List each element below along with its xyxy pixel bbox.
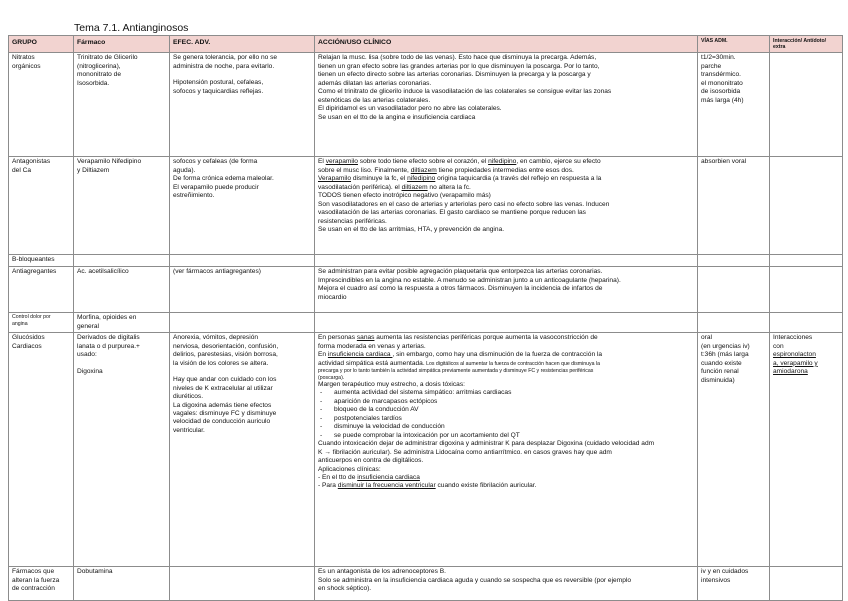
cell-efec-adv	[170, 255, 315, 267]
document-title: Tema 7.1. Antianginosos	[74, 22, 189, 34]
cell-vias	[698, 255, 770, 267]
cell-farmaco: Dobutamina	[74, 567, 170, 601]
list-item: - bloqueo de la conducción AV	[318, 406, 694, 414]
cell-efec-adv	[170, 567, 315, 601]
cell-accion: Relajan la musc. lisa (sobre todo de las venas). Esto hace que disminuya la precarga. Además, tienen un gran efecto sobre las grandes arterias por lo que disminuyen la poscarga. Por lo tanto, tienen un efecto directo sobre las arterias coronarias. Disminuyen la precarga y la poscarga y además dilatan las arterias coronarias. Como el trinitrato de glicerilo induce la vasodilatación de las colaterales se consigue evitar las zonas estenóticas de las arterias colaterales. El dipiridamol es un vasodilatador pero no abre las colaterales. Se usan en el tto de la angina e insuficiencia cardiaca	[315, 53, 698, 157]
cell-efec-adv: (ver fármacos antiagregantes)	[170, 267, 315, 313]
cell-vias	[698, 267, 770, 313]
header-accion: ACCIÓN/USO CLÍNICO	[315, 36, 698, 53]
table-row	[9, 333, 843, 567]
cell-interaccion	[770, 313, 843, 333]
cell-accion: El verapamilo sobre todo tiene efecto sobre el corazón, el nifedipino, en cambio, ejerce su efecto sobre el musc liso. Finalmente, diltiazem tiene propiedades intermedias entre esos dos. Verapamilo disminuye la fc, el nifedipino origina taquicardia (a través del reflejo en respuesta a la vasodilatación periférica). el diltiazem no altera la fc. TODOS tienen efecto inotrópico negativo (verapamilo más) Son vasodilatadores en el caso de arterias y arteriolas pero casi no efecto sobre las venas. Inducen vasodilatación de las arterias coronarias. El gasto cardiaco se mantiene porque reducen las resistencias periféricas. Se usan en el tto de las arritmias, HTA, y prevención de angina.	[315, 157, 698, 255]
cell-vias: absorbien voral	[698, 157, 770, 255]
antianginosos-table	[8, 35, 843, 601]
cell-grupo: Fármacos que alteran la fuerza de contracción	[9, 567, 74, 601]
cell-interaccion	[770, 567, 843, 601]
cell-interaccion	[770, 157, 843, 255]
cell-grupo: Antiagregantes	[9, 267, 74, 313]
cell-efec-adv	[170, 313, 315, 333]
cell-grupo: Antagonistas del Ca	[9, 157, 74, 255]
cell-accion	[315, 255, 698, 267]
cell-accion: Es un antagonista de los adrenoceptores B. Solo se administra en la insuficiencia cardiaca aguda y cuando se sospecha que es reversible (por ejemplo en shock séptico).	[315, 567, 698, 601]
cell-efec-adv: Anorexia, vómitos, depresión nerviosa, desorientación, confusión, delirios, parestesias, visión borrosa, la visión de los colores se altera. Hay que andar con cuidado con los niveles de K extracelular al utilizar diuréticos. La digoxina además tiene efectos vagales: disminuye FC y disminuye velocidad de conducción auriculo ventricular.	[170, 333, 315, 567]
cell-farmaco: Ac. acetilsalicílico	[74, 267, 170, 313]
table-row	[9, 313, 843, 333]
header-grupo: GRUPO	[9, 36, 74, 53]
cell-farmaco: Morfina, opioides en general	[74, 313, 170, 333]
list-item: - disminuye la velocidad de conducción	[318, 423, 694, 431]
list-item: - postpotenciales tardíos	[318, 415, 694, 423]
cell-interaccion	[770, 255, 843, 267]
cell-interaccion: Interacciones con espironolacton a, verapamilo y amiodarona	[770, 333, 843, 567]
header-vias: VÍAS ADM.	[698, 36, 770, 53]
cell-accion: Se administran para evitar posible agregación plaquetaria que entorpezca las arterias coronarias. Imprescindibles en la angina no estable. A menudo se administran junto a un anticoagulante (heparina). Mejora el cuadro así como la respuesta a otros fármacos. Disminuyen la incidencia de infartos de miocardio	[315, 267, 698, 313]
cell-vias: iv y en cuidados intensivos	[698, 567, 770, 601]
cell-grupo: B-bloqueantes	[9, 255, 74, 267]
cell-vias	[698, 313, 770, 333]
header-efec-adv: EFEC. ADV.	[170, 36, 315, 53]
cell-farmaco	[74, 255, 170, 267]
list-item: - se puede comprobar la intoxicación por un acortamiento del QT	[318, 432, 694, 440]
table-row	[9, 157, 843, 255]
cell-grupo: Nitratos orgánicos	[9, 53, 74, 157]
cell-interaccion	[770, 267, 843, 313]
table-row	[9, 255, 843, 267]
cell-efec-adv: Se genera tolerancia, por ello no se administra de noche, para evitarlo. Hipotensión postural, cefaleas, sofocos y taquicardias reflejas.	[170, 53, 315, 157]
cell-efec-adv: sofocos y cefaleas (de forma aguda). De forma crónica edema maleolar. El verapamilo puede producir estreñimiento.	[170, 157, 315, 255]
cell-accion	[315, 313, 698, 333]
cell-vias: oral (en urgencias iv) t:36h (más larga cuando existe función renal disminuida)	[698, 333, 770, 567]
cell-accion: En personas sanas aumenta las resistencias periféricas porque aumenta la vasoconstricción de forma moderada en venas y arterias. En insuficiencia cardiaca , sin embargo, como hay una disminución de la fuerza de contracción la actividad simpática está aumentada. Los digitálicos al aumentar la fuerza de contracción hacen que disminuya la precarga y por lo tanto también la actividad simpática previamente aumentada y disminuye FC y resistencias periféricas (poscarga). Margen terapéutico muy estrecho, a dosis tóxicas: - aumenta actividad del sistema simpático: arritmias cardiacas - aparición de marcapasos ectópicos - bloqueo de la conducción AV - postpotenciales tardíos - disminuye la velocidad de conducción - se puede comprobar la intoxicación por un acortamiento del QT Cuando intoxicación dejar de administrar digoxina y administrar K para desplazar Digoxina (cuidado velocidad adm K → fibrilación auricular). Se administra Lidocaína como antiarrítmico. en casos graves hay que adm anticuerpos en contra de digitálicos. Aplicaciones clínicas: - En el tto de insuficiencia cardiaca - Para disminuir la frecuencia ventricular cuando existe fibrilación auricular.	[315, 333, 698, 567]
header-farmaco: Fármaco	[74, 36, 170, 53]
cell-farmaco: Verapamilo Nifedipino y Diltiazem	[74, 157, 170, 255]
cell-grupo: Glucósidos Cardiacos	[9, 333, 74, 567]
cell-farmaco: Derivados de digitalis lanata o d purpurea.+ usado: Digoxina	[74, 333, 170, 567]
cell-farmaco: Trinitrato de Glicerilo (nitroglicerina), mononitrato de Isosorbida.	[74, 53, 170, 157]
table-header-row	[9, 36, 843, 53]
cell-vias: t1/2=30min. parche transdérmico. el mononitrato de isosorbida más larga (4h)	[698, 53, 770, 157]
cell-interaccion	[770, 53, 843, 157]
table-row	[9, 267, 843, 313]
table-row	[9, 53, 843, 157]
list-item: - aumenta actividad del sistema simpático: arritmias cardiacas	[318, 389, 694, 397]
header-interaccion: Interacción/ Antídoto/ extra	[770, 36, 843, 53]
list-item: - aparición de marcapasos ectópicos	[318, 398, 694, 406]
cell-grupo: Control dolor por angina	[9, 313, 74, 333]
table-row	[9, 567, 843, 601]
